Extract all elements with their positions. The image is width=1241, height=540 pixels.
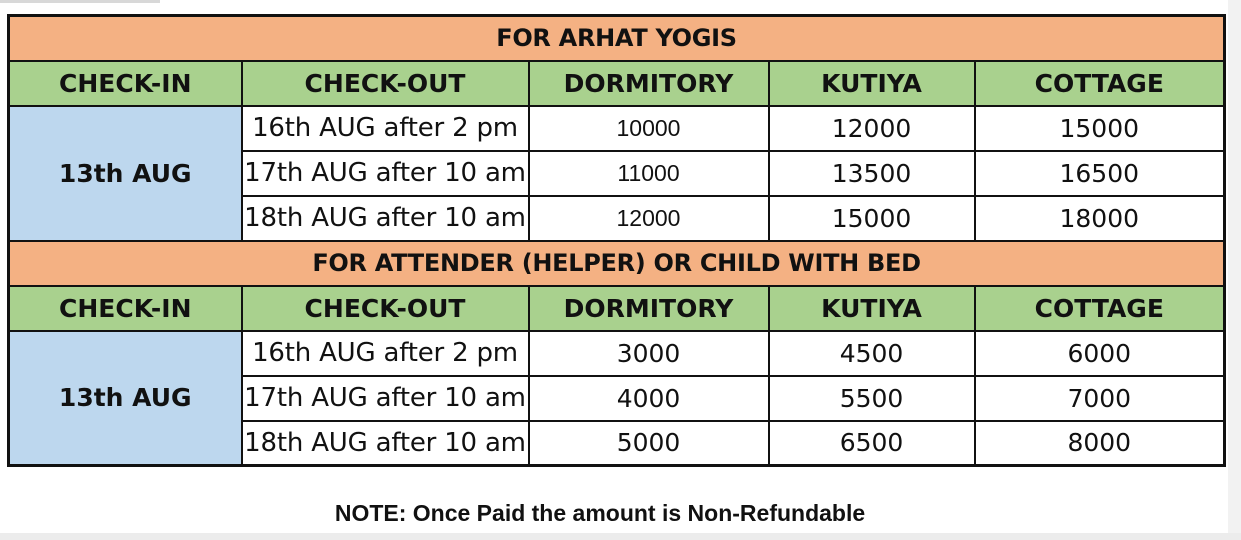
- dormitory-price: 3000: [529, 331, 769, 376]
- section-title: FOR ARHAT YOGIS: [9, 16, 1225, 61]
- section-title-row: [9, 16, 1225, 61]
- header-check-in: CHECK-IN: [9, 61, 242, 106]
- header-dormitory: DORMITORY: [529, 61, 769, 106]
- dormitory-price: 4000: [529, 376, 769, 421]
- header-check-out: CHECK-OUT: [242, 286, 529, 331]
- refund-note: NOTE: Once Paid the amount is Non-Refundable: [334, 500, 866, 526]
- check-out-cell: 16th AUG after 2 pm: [242, 331, 529, 376]
- cottage-price: 7000: [975, 376, 1225, 421]
- header-kutiya: KUTIYA: [769, 286, 975, 331]
- check-out-cell: 16th AUG after 2 pm: [242, 106, 529, 151]
- kutiya-price: 6500: [769, 421, 975, 466]
- header-row: [9, 61, 1225, 106]
- check-out-cell: 17th AUG after 10 am: [242, 376, 529, 421]
- cottage-price: 16500: [975, 151, 1225, 196]
- dormitory-price: 5000: [529, 421, 769, 466]
- check-out-cell: 18th AUG after 10 am: [242, 196, 529, 241]
- table-row: [9, 106, 1225, 151]
- section-title: FOR ATTENDER (HELPER) OR CHILD WITH BED: [9, 241, 1225, 286]
- cottage-price: 18000: [975, 196, 1225, 241]
- check-out-cell: 17th AUG after 10 am: [242, 151, 529, 196]
- check-in-date: 13th AUG: [9, 106, 242, 241]
- header-cottage: COTTAGE: [975, 286, 1225, 331]
- table-row: [9, 331, 1225, 376]
- kutiya-price: 12000: [769, 106, 975, 151]
- dormitory-price: 10000: [529, 106, 769, 151]
- header-cottage: COTTAGE: [975, 61, 1225, 106]
- kutiya-price: 13500: [769, 151, 975, 196]
- section-title-row: [9, 241, 1225, 286]
- cottage-price: 6000: [975, 331, 1225, 376]
- header-dormitory: DORMITORY: [529, 286, 769, 331]
- header-row: [9, 286, 1225, 331]
- dormitory-price: 12000: [529, 196, 769, 241]
- header-kutiya: KUTIYA: [769, 61, 975, 106]
- cottage-price: 15000: [975, 106, 1225, 151]
- cottage-price: 8000: [975, 421, 1225, 466]
- kutiya-price: 5500: [769, 376, 975, 421]
- rates-table: [7, 14, 1226, 467]
- kutiya-price: 4500: [769, 331, 975, 376]
- top-edge-line: [0, 0, 160, 3]
- check-in-date: 13th AUG: [9, 331, 242, 466]
- kutiya-price: 15000: [769, 196, 975, 241]
- check-out-cell: 18th AUG after 10 am: [242, 421, 529, 466]
- dormitory-price: 11000: [529, 151, 769, 196]
- bottom-edge-strip: [0, 533, 1241, 540]
- header-check-in: CHECK-IN: [9, 286, 242, 331]
- header-check-out: CHECK-OUT: [242, 61, 529, 106]
